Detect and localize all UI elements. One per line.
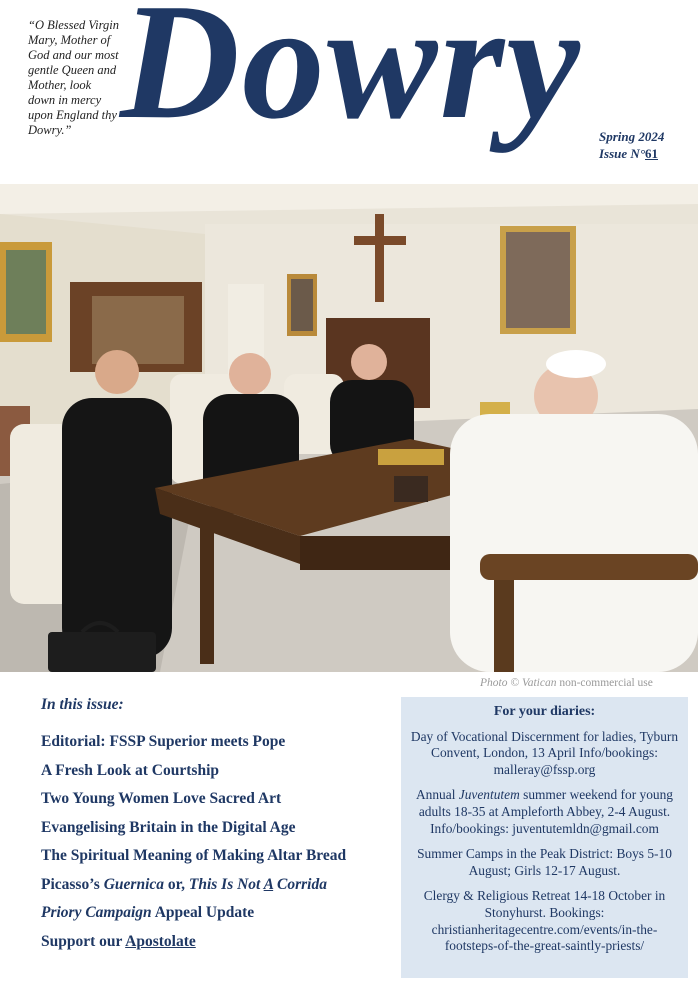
diary-entry-summer-camps: Summer Camps in the Peak District: Boys 5-10 August; Girls 12-17 August.	[417, 846, 672, 878]
toc-text: Appeal Update	[151, 904, 255, 921]
cover-photo-illustration	[0, 184, 698, 672]
toc-item-editorial[interactable]: Editorial: FSSP Superior meets Pope	[41, 733, 286, 750]
toc-text: Support our	[41, 932, 126, 950]
diary-entry-retreat: Clergy & Religious Retreat 14-18 October in Stonyhurst. Bookings: christianheritagecentre.com/events/in-the-footsteps-of-the-great-saintly-priests/	[423, 888, 666, 954]
table-of-contents	[41, 696, 391, 960]
toc-item-evangelising[interactable]: Evangelising Britain in the Digital Age	[41, 818, 296, 836]
diary-text-italic: Juventutem	[458, 787, 520, 803]
issue-number-line	[599, 145, 664, 162]
issue-season: Spring 2024	[599, 129, 665, 144]
issue-info	[599, 128, 664, 162]
toc-item-priory-campaign[interactable]	[41, 903, 391, 932]
toc-text-italic: Corrida	[273, 875, 327, 893]
diary-entry-juventutem	[407, 787, 682, 837]
photo-credit	[480, 677, 653, 689]
issue-number: 61	[645, 146, 659, 161]
diary-box	[401, 697, 688, 978]
photo-credit-source: Photo © Vatican	[480, 677, 557, 689]
apostolate-link[interactable]: Apostolate	[125, 932, 196, 950]
photo-credit-license: non-commercial use	[556, 677, 653, 689]
toc-text-italic: This Is Not	[188, 875, 264, 893]
toc-item-sacred-art[interactable]: Two Young Women Love Sacred Art	[41, 790, 282, 807]
issue-prefix: Issue N°	[599, 146, 646, 161]
prayer-quote: “O Blessed Virgin Mary, Mother of God and our most gentle Queen and Mother, look down in mercy upon England thy Dowry.”	[28, 18, 119, 137]
diary-text: summer weekend for young adults 18-35 at Ampleforth Abbey, 2-4 August. Info/bookings: juventutemldn@gmail.com	[418, 787, 673, 836]
toc-item-picasso[interactable]	[41, 875, 391, 904]
toc-text-italic-underlined: A	[263, 875, 274, 893]
diary-heading: For your diaries:	[493, 704, 596, 719]
cover-photo	[0, 184, 698, 672]
contents-heading: In this issue:	[41, 696, 124, 713]
toc-text-italic: Guernica	[103, 875, 165, 893]
diary-text: Annual	[416, 787, 459, 803]
toc-text-italic: Priory Campaign	[41, 904, 152, 921]
toc-text: or,	[164, 875, 189, 893]
toc-item-support[interactable]	[41, 932, 391, 961]
toc-text: Picasso’s	[41, 875, 104, 893]
toc-item-altar-bread[interactable]: The Spiritual Meaning of Making Altar Bread	[41, 847, 347, 864]
magazine-title: Dowry	[120, 0, 582, 153]
toc-item-courtship[interactable]: A Fresh Look at Courtship	[41, 761, 219, 779]
masthead	[0, 0, 698, 184]
diary-entry-discernment: Day of Vocational Discernment for ladies, Tyburn Convent, London, 13 April Info/bookings: malleray@fssp.org	[410, 728, 679, 777]
